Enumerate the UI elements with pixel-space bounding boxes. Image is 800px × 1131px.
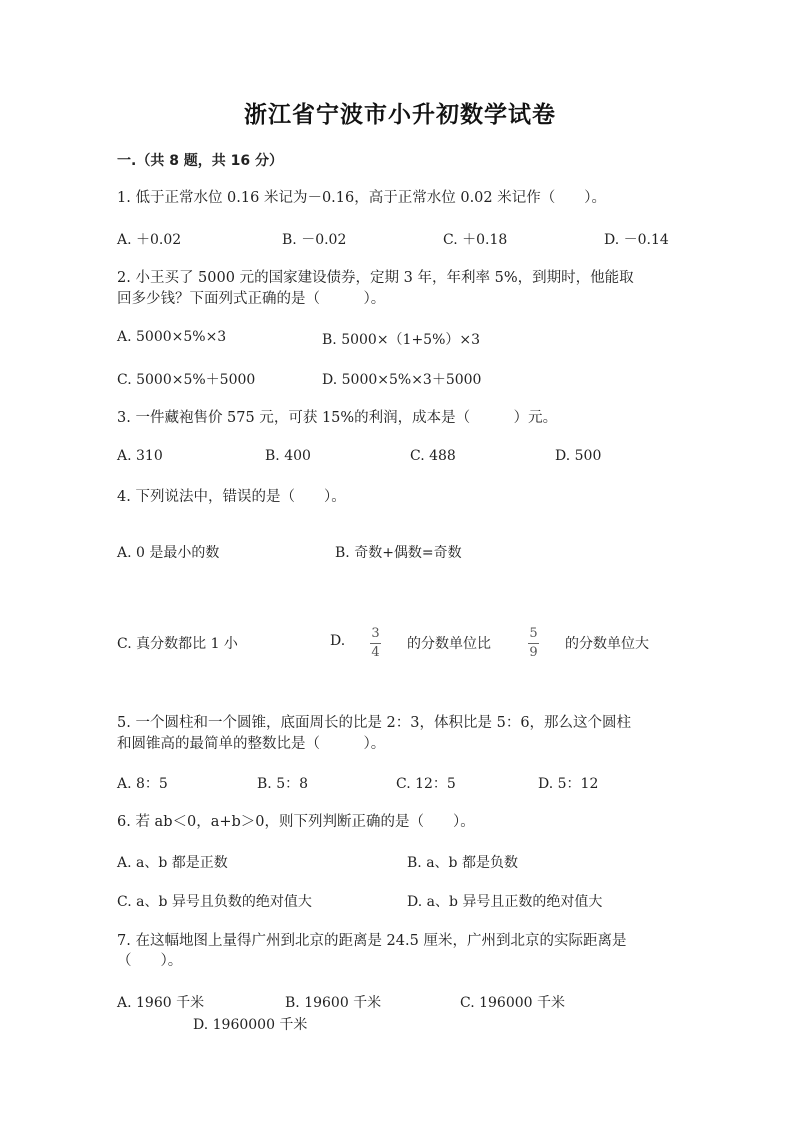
fraction-bar	[370, 643, 381, 644]
q5-option-a[interactable]: A. 8：5	[117, 776, 168, 792]
fraction-numerator: 3	[371, 626, 380, 641]
q1-option-a[interactable]: A. ＋0.02	[117, 232, 182, 248]
section-heading: 一.（共 8 题，共 16 分）	[117, 153, 284, 169]
q4-option-c[interactable]: C. 真分数都比 1 小	[117, 636, 238, 652]
q6-option-b[interactable]: B. a、b 都是负数	[407, 855, 518, 871]
question-5-stem-cont: 和圆锥高的最简单的整数比是（ ）。	[117, 736, 386, 752]
q5-option-b[interactable]: B. 5：8	[257, 776, 309, 792]
q1-option-c[interactable]: C. ＋0.18	[443, 232, 508, 248]
q2-option-d[interactable]: D. 5000×5%×3＋5000	[322, 372, 482, 388]
fraction-denominator: 9	[529, 645, 538, 660]
q3-option-b[interactable]: B. 400	[265, 448, 311, 464]
fraction-five-ninths	[528, 627, 539, 660]
q5-option-d[interactable]: D. 5：12	[538, 776, 599, 792]
q4-option-d-text-2: 的分数单位大	[565, 636, 649, 652]
q7-option-b[interactable]: B. 19600 千米	[285, 995, 382, 1011]
q1-option-d[interactable]: D. －0.14	[604, 232, 669, 248]
q6-option-c[interactable]: C. a、b 异号且负数的绝对值大	[117, 894, 312, 910]
page-title: 浙江省宁波市小升初数学试卷	[244, 102, 556, 128]
q4-option-d[interactable]: D.	[330, 633, 346, 649]
question-4-stem: 4. 下列说法中，错误的是（ ）。	[117, 489, 346, 505]
fraction-denominator: 4	[371, 645, 380, 660]
q2-option-a[interactable]: A. 5000×5%×3	[117, 329, 227, 345]
q7-option-a[interactable]: A. 1960 千米	[117, 995, 205, 1011]
question-7-stem: 7. 在这幅地图上量得广州到北京的距离是 24.5 厘米，广州到北京的实际距离是	[117, 933, 627, 949]
fraction-numerator: 5	[529, 626, 538, 641]
q6-option-a[interactable]: A. a、b 都是正数	[117, 855, 228, 871]
fraction-bar	[528, 643, 539, 644]
question-1-stem: 1. 低于正常水位 0.16 米记为－0.16，高于正常水位 0.02 米记作（ ）。	[117, 190, 606, 206]
fraction-three-quarters	[370, 627, 381, 660]
q2-option-c[interactable]: C. 5000×5%＋5000	[117, 372, 256, 388]
q7-option-c[interactable]: C. 196000 千米	[460, 995, 566, 1011]
q2-option-b[interactable]: B. 5000×（1+5%）×3	[322, 332, 481, 348]
q4-option-b[interactable]: B. 奇数+偶数=奇数	[335, 545, 462, 561]
q7-option-d[interactable]: D. 1960000 千米	[193, 1017, 308, 1033]
question-2-stem-cont: 回多少钱？下面列式正确的是（ ）。	[117, 291, 386, 307]
q1-option-b[interactable]: B. －0.02	[282, 232, 347, 248]
q6-option-d[interactable]: D. a、b 异号且正数的绝对值大	[407, 894, 603, 910]
q5-option-c[interactable]: C. 12：5	[396, 776, 456, 792]
q4-option-d-text-1: 的分数单位比	[407, 636, 491, 652]
question-6-stem: 6. 若 ab＜0，a+b＞0，则下列判断正确的是（ ）。	[117, 814, 475, 830]
question-5-stem: 5. 一个圆柱和一个圆锥，底面周长的比是 2：3，体积比是 5：6，那么这个圆柱	[117, 715, 632, 731]
q4-option-a[interactable]: A. 0 是最小的数	[117, 545, 220, 561]
question-3-stem: 3. 一件藏袍售价 575 元，可获 15%的利润，成本是（ ）元。	[117, 410, 558, 426]
question-2-stem: 2. 小王买了 5000 元的国家建设债券，定期 3 年，年利率 5%，到期时，他能取	[117, 270, 634, 286]
q3-option-c[interactable]: C. 488	[410, 448, 456, 464]
q3-option-d[interactable]: D. 500	[555, 448, 602, 464]
question-7-stem-cont: （ ）。	[117, 953, 183, 969]
q3-option-a[interactable]: A. 310	[117, 448, 163, 464]
